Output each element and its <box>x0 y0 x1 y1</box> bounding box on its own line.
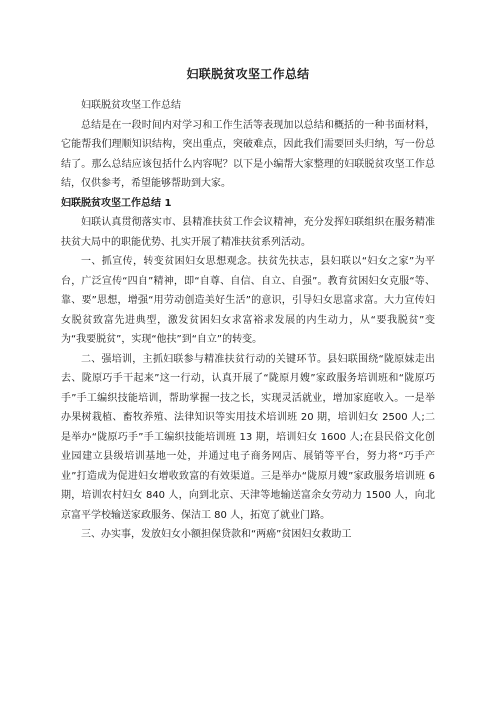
paragraph-overview: 妇联认真贯彻落实市、县精准扶贫工作会议精神，充分发挥妇联组织在服务精准扶贫大局中的职能优势、扎实开展了精准扶贫系列活动。 <box>61 217 435 248</box>
paragraph-training: 二、强培训，主抓妇联参与精准扶贫行动的关键环节。县妇联围绕“陇原妹走出去、陇原巧手干起来”这一行动，认真开展了“陇原月嫂”家政服务培训班和“陇原巧手”手工编织技能培训，帮助掌握一技之长，实现灵活就业，增加家庭收入。一是举办果树栽植、畜牧养殖、法律知识等实用技术培训班 20 期，培训妇女 2500 人;二是举办“陇原巧手”手工编织技能培训班 13 期，培训妇女 1600 人;在县民俗文化创业园建立县级培训基地一处，并通过电子商务网店、展销等平台，努力将“巧手产业”打造成为促进妇女增收致富的有效渠道。三是举办“陇原月嫂”家政服务培训班 6 期，培训农村妇女 840 人，向到北京、天津等地输送富余女劳动力 1500 人，向北京富平学校输送家政服务、保洁工 80 人，拓宽了就业门路。 <box>61 353 435 521</box>
paragraph-subtitle: 妇联脱贫攻坚工作总结 <box>81 100 181 111</box>
document-body <box>61 96 435 545</box>
section-heading: 妇联脱贫攻坚工作总结 1 <box>61 197 172 209</box>
paragraph-publicity: 一、抓宣传，转变贫困妇女思想观念。扶贫先扶志，县妇联以“妇女之家”为平台，广泛宣传“四自”精神，即“自尊、自信、自立、自强”。教育贫困妇女克服“等、靠、要”思想，增强“用劳动创造美好生活”的意识，引导妇女思富求富。大力宣传妇女脱贫致富先进典型，激发贫困妇女求富裕求发展的内生动力，从“要我脱贫”变为“我要脱贫”，实现“他扶”到“自立”的转变。 <box>61 256 435 345</box>
paragraph-intro: 总结是在一段时间内对学习和工作生活等表现加以总结和概括的一种书面材料，它能帮我们理顺知识结构，突出重点，突破难点，因此我们需要回头归纳，写一份总结了。那么总结应该包括什么内容呢？以下是小编帮大家整理的妇联脱贫攻坚工作总结，仅供参考，希望能够帮助到大家。 <box>61 119 435 189</box>
paragraph-practical-matters: 三、办实事，发放妇女小额担保贷款和“两癌”贫困妇女救助工 <box>81 529 352 540</box>
document-title: 妇联脱贫攻坚工作总结 <box>186 67 310 81</box>
